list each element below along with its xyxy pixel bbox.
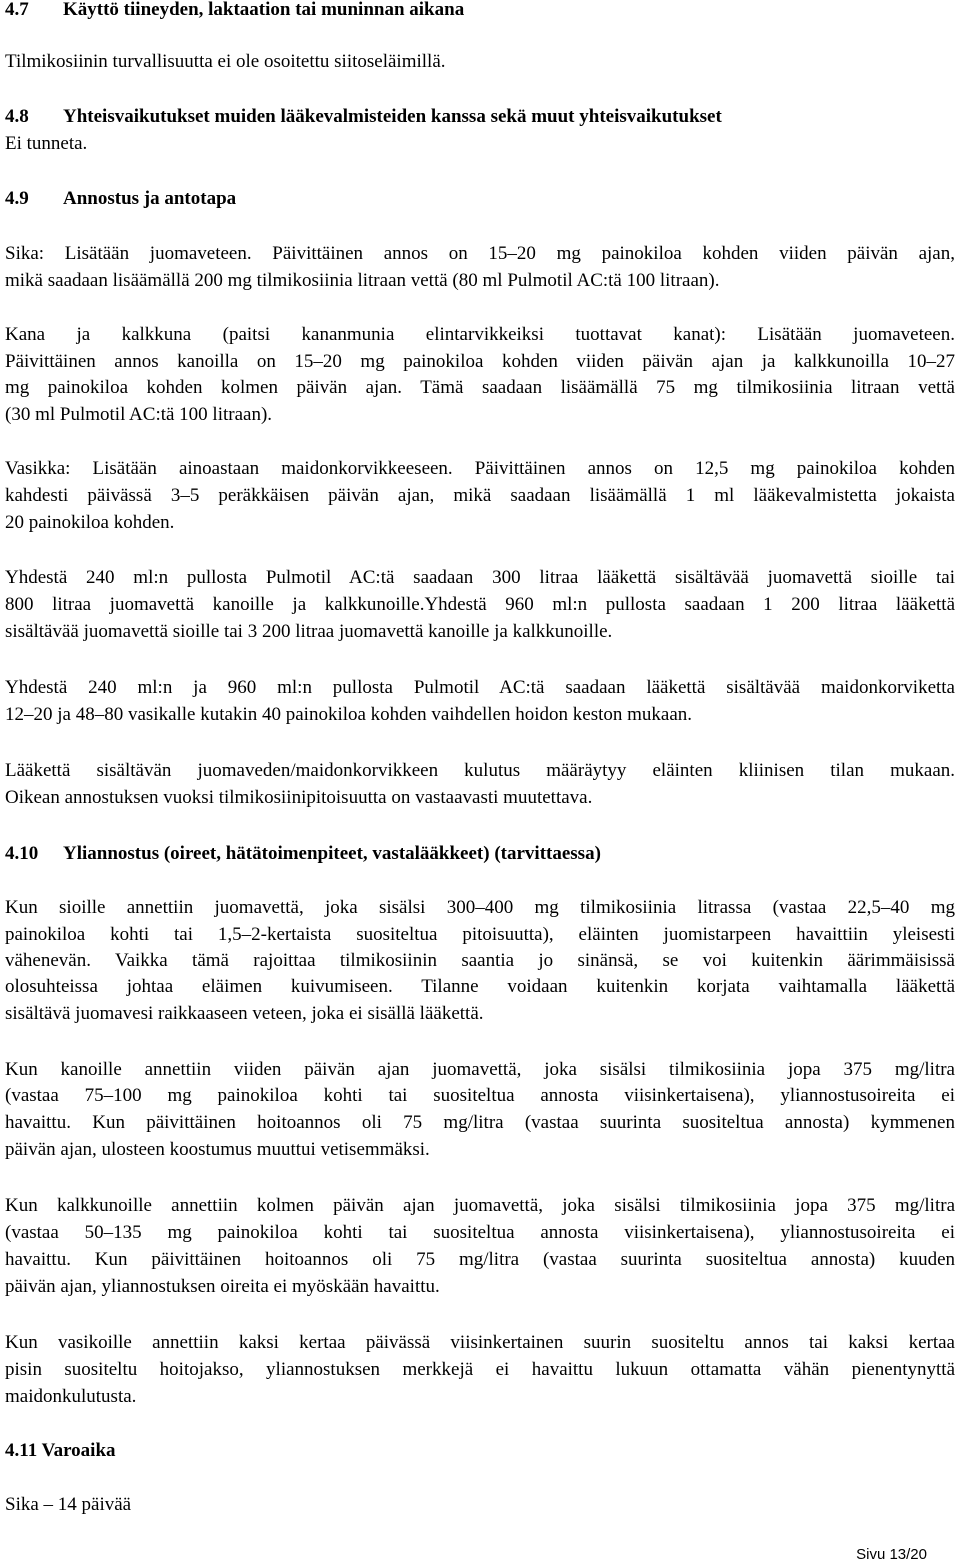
page-number: Sivu 13/20	[856, 1546, 927, 1563]
text-line: (vastaa 75–100 mg painokiloa kohti tai suositeltua annosta viisinkertaisena), yliannostusoireita ei	[5, 1085, 955, 1106]
text-line: Oikean annostuksen vuoksi tilmikosiinipitoisuutta on vastaavasti muutettava.	[5, 787, 593, 808]
text-line: maidonkulutusta.	[5, 1386, 137, 1407]
heading-number: 4.10	[5, 843, 39, 864]
text-line: 12–20 ja 48–80 vasikalle kutakin 40 painokiloa kohden vaihdellen hoidon keston mukaan.	[5, 704, 693, 725]
text-line: 20 painokiloa kohden.	[5, 512, 175, 533]
heading-title: Yliannostus (oireet, hätätoimenpiteet, vastalääkkeet) (tarvittaessa)	[63, 843, 601, 864]
text-line: havaittu. Kun päivittäinen hoitoannos oli 75 mg/litra (vastaa suurinta suositeltua annosta) kymmenen	[5, 1112, 955, 1133]
heading-4-10	[5, 841, 601, 867]
text-line: painokiloa kohti tai 1,5–2-kertaista suositeltua pitoisuutta), eläinten juomistarpeen havaittiin yleisesti	[5, 924, 955, 945]
text-line: päivän ajan, ulosteen koostumus muuttui vetisemmäksi.	[5, 1139, 430, 1160]
heading-title: Käyttö tiineyden, laktaation tai muninnan aikana	[63, 0, 465, 20]
text-line: Sika: Lisätään juomaveteen. Päivittäinen annos on 15–20 mg painokiloa kohden viiden päivän ajan,	[5, 243, 955, 264]
text-line: mikä saadaan lisäämällä 200 mg tilmikosiinia litraan vettä (80 ml Pulmotil AC:tä 100 litraan).	[5, 270, 720, 291]
text-line: (vastaa 50–135 mg painokiloa kohti tai suositeltua annosta viisinkertaisena), yliannostusoireita ei	[5, 1222, 955, 1243]
heading-4-11: 4.11 Varoaika	[5, 1440, 116, 1461]
text-line: Kun kalkkunoille annettiin kolmen päivän ajan juomavettä, joka sisälsi tilmikosiinia jopa 375 mg/litra	[5, 1195, 955, 1216]
text-line: kahdesti päivässä 3–5 peräkkäisen päivän ajan, mikä saadaan lisäämällä 1 ml lääkevalmistetta jokaista	[5, 485, 955, 506]
text-line: pisin suositeltu hoitojakso, yliannostuksen merkkejä ei havaittu lukuun ottamatta vähän pienentynyttä	[5, 1359, 955, 1380]
text-line: Päivittäinen annos kanoilla on 15–20 mg painokiloa kohden viiden päivän ajan ja kalkkunoilla 10–27	[5, 351, 955, 372]
text-line: Kun vasikoille annettiin kaksi kertaa päivässä viisinkertainen suurin suositeltu annos tai kaksi kertaa	[5, 1332, 955, 1353]
text-line: olosuhteissa johtaa eläimen kuivumiseen. Tilanne voidaan kuitenkin korjata vaihtamalla lääkettä	[5, 976, 955, 997]
heading-title: Yhteisvaikutukset muiden lääkevalmisteiden kanssa sekä muut yhteisvaikutukset	[63, 106, 722, 127]
text-line: havaittu. Kun päivittäinen hoitoannos oli 75 mg/litra (vastaa suurinta suositeltua annosta) kuuden	[5, 1249, 955, 1270]
text-line: Lääkettä sisältävän juomaveden/maidonkorvikkeen kulutus määräytyy eläinten kliinisen tilan mukaan.	[5, 760, 955, 781]
text-line: Vasikka: Lisätään ainoastaan maidonkorvikkeeseen. Päivittäinen annos on 12,5 mg painokiloa kohden	[5, 458, 955, 479]
text-line: (30 ml Pulmotil AC:tä 100 litraan).	[5, 404, 273, 425]
text-line: Kun kanoille annettiin viiden päivän ajan juomavettä, joka sisälsi tilmikosiinia jopa 375 mg/litra	[5, 1059, 955, 1080]
text-line: 800 litraa juomavettä kanoille ja kalkkunoille.Yhdestä 960 ml:n pullosta saadaan 1 200 litraa lääkettä	[5, 594, 955, 615]
heading-4-8	[5, 104, 722, 130]
text-line: sisältävää juomavettä sioille tai 3 200 litraa juomavettä kanoille ja kalkkunoille.	[5, 621, 613, 642]
text-line: Yhdestä 240 ml:n pullosta Pulmotil AC:tä saadaan 300 litraa lääkettä sisältävää juomavettä sioille tai	[5, 567, 955, 588]
paragraph-4-7: Tilmikosiinin turvallisuutta ei ole osoitettu siitoseläimillä.	[5, 51, 446, 72]
heading-4-7	[5, 0, 464, 23]
text-line: Yhdestä 240 ml:n ja 960 ml:n pullosta Pulmotil AC:tä saadaan lääkettä sisältävää maidonkorviketta	[5, 677, 955, 698]
text-line: Kana ja kalkkuna (paitsi kananmunia elintarvikkeiksi tuottavat kanat): Lisätään juomaveteen.	[5, 324, 955, 345]
paragraph-4-8: Ei tunneta.	[5, 133, 88, 154]
text-line: päivän ajan, yliannostuksen oireita ei myöskään havaittu.	[5, 1276, 440, 1297]
text-line: mg painokiloa kohden kolmen päivän ajan. Tämä saadaan lisäämällä 75 mg tilmikosiinia litraan vettä	[5, 377, 955, 398]
heading-number: 4.9	[5, 188, 29, 209]
text-line: vähenevän. Vaikka tämä rajoittaa tilmikosiinin saantia jo sinänsä, se voi kuitenkin äärimmäisissä	[5, 950, 955, 971]
heading-title: Annostus ja antotapa	[63, 188, 237, 209]
heading-number: 4.8	[5, 106, 29, 127]
text-line: sisältävä juomavesi raikkaaseen veteen, joka ei sisällä lääkettä.	[5, 1003, 484, 1024]
heading-number: 4.7	[5, 0, 29, 20]
text-line: Kun sioille annettiin juomavettä, joka sisälsi 300–400 mg tilmikosiinia litrassa (vastaa 22,5–40 mg	[5, 897, 955, 918]
heading-4-9	[5, 186, 236, 212]
paragraph-4-11: Sika – 14 päivää	[5, 1494, 132, 1515]
